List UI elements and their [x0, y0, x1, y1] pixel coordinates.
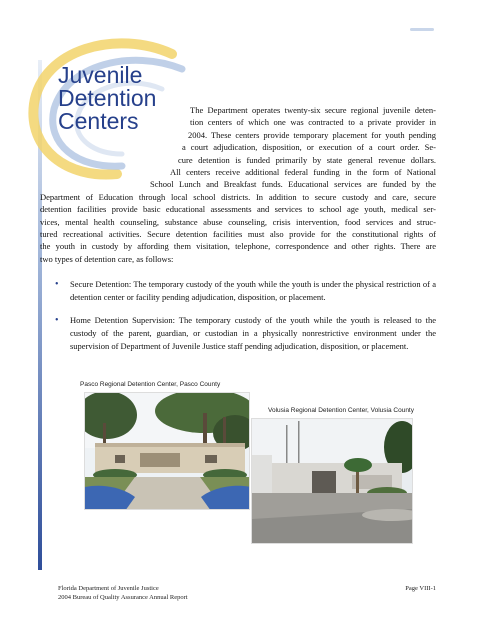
list-item [55, 314, 436, 353]
intro-paragraph [40, 104, 436, 265]
photo-volusia-center [251, 418, 413, 544]
bullet-text-home-detention: Home Detention Supervision: The temporary custody of the youth while the youth is released to the custody of the parent, guardian, or custodian in a physically nonrestrictive environment under the supervision of Department of Juvenile Justice staff pending adjudication, disposition, or placement. [70, 315, 436, 351]
intro-line: a court adjudication, disposition, or execution of a court order. Se- [182, 142, 436, 153]
footer-report: 2004 Bureau of Quality Assurance Annual Report [58, 594, 188, 601]
caption-pasco: Pasco Regional Detention Center, Pasco County [80, 381, 221, 388]
intro-line: tion centers of which one was contracted to a private provider in [190, 117, 436, 128]
caption-volusia: Volusia Regional Detention Center, Volusia County [268, 407, 414, 414]
intro-line: two types of detention care, as follows: [40, 253, 174, 264]
photo-volusia-image [252, 419, 413, 544]
intro-line: 2004. These centers provide temporary placement for youth pending [188, 129, 436, 140]
intro-line: All centers receive additional federal funding in the form of National [170, 167, 436, 178]
intro-line: cure detention is funded primarily by state general revenue dollars. [178, 154, 436, 165]
photo-pasco-image [85, 393, 250, 510]
page-footer [58, 584, 436, 602]
list-item [55, 278, 436, 304]
intro-line: vices, mental health counseling, substance abuse counseling, crisis intervention, food services and struc- [40, 216, 436, 227]
intro-line: Department of Education through local school districts. In addition to secure custody and care, secure [40, 191, 436, 202]
intro-line: tured recreational activities. Secure detention facilities must also provide for the constitutional rights of [40, 229, 436, 240]
intro-line: detention facilities provide basic educational assessments and services to school age youth, medical ser- [40, 204, 436, 215]
detention-types-list [55, 278, 436, 363]
top-decorative-wisp [410, 28, 434, 31]
title-line-detention: Detention [58, 85, 157, 111]
page-number: Page VIII-1 [405, 585, 436, 592]
intro-line: School Lunch and Breakfast funds. Educational services are funded by the [150, 179, 436, 190]
bullet-text-secure-detention: Secure Detention: The temporary custody of the youth while the youth is under the physical restriction of a detention center or facility pending adjudication, disposition, or placement. [70, 279, 436, 302]
bullet-icon: • [55, 279, 59, 290]
bullet-icon: • [55, 315, 59, 326]
footer-org: Florida Department of Juvenile Justice [58, 585, 159, 592]
title-line-juvenile: Juvenile [58, 62, 143, 88]
photo-pasco-center [84, 392, 250, 510]
intro-line: the youth in custody by affording them visitation, telephone, correspondence and other rights. There are [40, 241, 436, 252]
intro-line: The Department operates twenty-six secure regional juvenile deten- [190, 105, 436, 115]
title-line-centers: Centers [58, 108, 139, 134]
